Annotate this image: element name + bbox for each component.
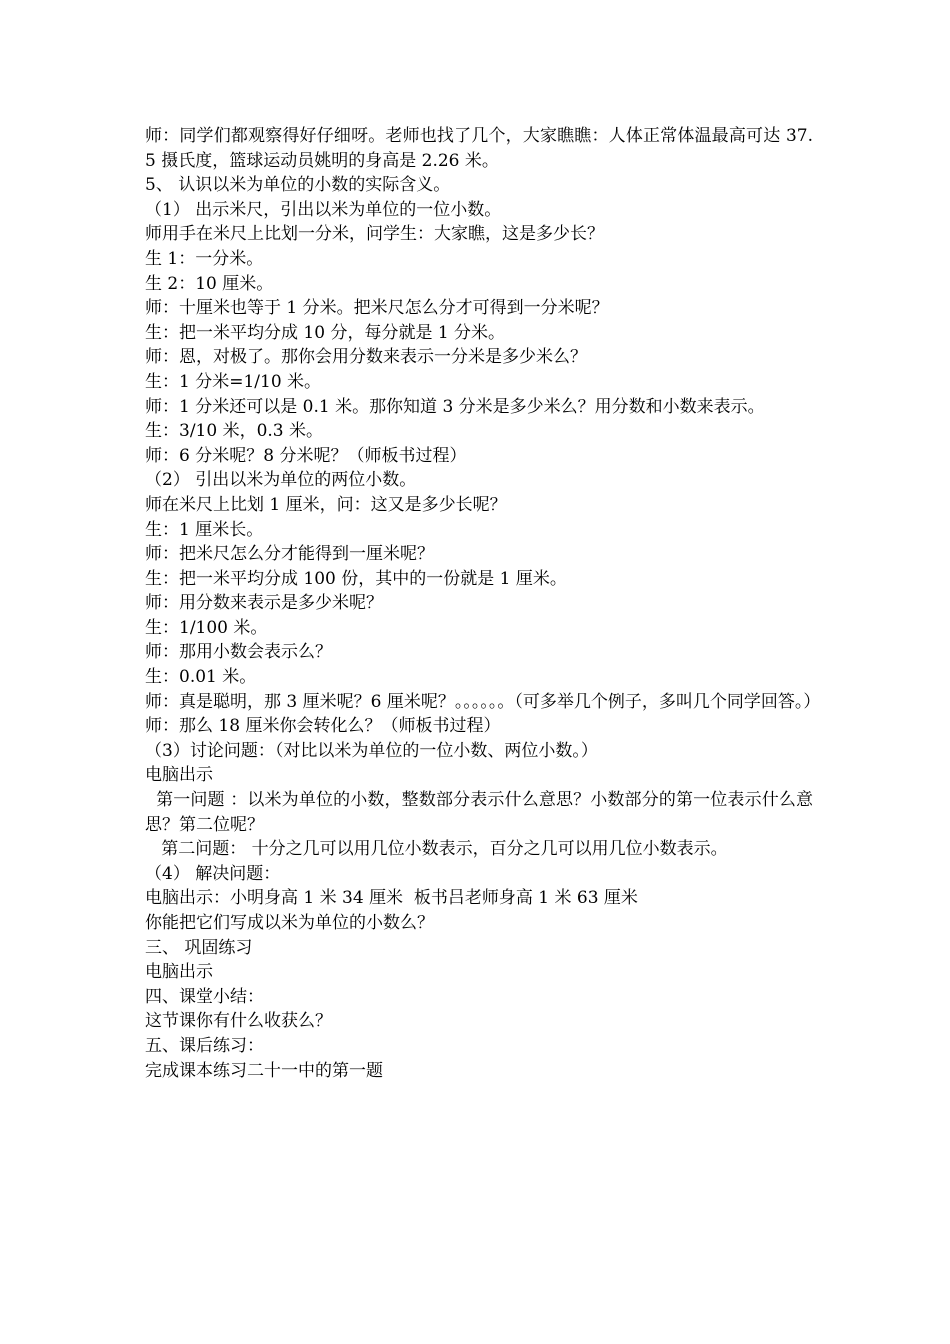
computer-display-label: 电脑出示 (145, 962, 213, 983)
dialogue-line: 生：0.01 米。 (145, 667, 257, 688)
subsection-3-heading: （3）讨论问题：（对比以米为单位的一位小数、两位小数。） (145, 740, 598, 761)
homework-instruction: 完成课本练习二十一中的第一题 (145, 1060, 383, 1081)
dialogue-line: 生：把一米平均分成 10 分，每分就是 1 分米。 (145, 322, 506, 343)
section-3-heading: 三、 巩固练习 (145, 937, 253, 958)
subsection-2-heading: （2） 引出以米为单位的两位小数。 (145, 470, 417, 491)
dialogue-line: 师：恩，对极了。那你会用分数来表示一分米是多少米么？ (145, 347, 587, 368)
problem-question: 你能把它们写成以米为单位的小数么？ (145, 913, 434, 933)
question-one: 第一问题 ：以米为单位的小数，整数部分表示什么意思？小数部分的第一位表示什么意思？第二位呢？ (145, 790, 814, 835)
dialogue-line: 师：用分数来表示是多少米呢？ (145, 593, 383, 614)
dialogue-line: 生 1：一分米。 (145, 248, 264, 269)
dialogue-line: 生：3/10 米，0.3 米。 (145, 421, 324, 442)
dialogue-line: 生：1/100 米。 (145, 617, 268, 638)
dialogue-line: 师用手在米尺上比划一分米，问学生：大家瞧，这是多少长？ (145, 224, 604, 245)
subsection-1-heading: （1） 出示米尺，引出以米为单位的一位小数。 (145, 199, 502, 220)
dialogue-line: 师：那用小数会表示么？ (145, 642, 332, 663)
dialogue-line: 师：十厘米也等于 1 分米。把米尺怎么分才可得到一分米呢？ (145, 298, 609, 319)
document-body (145, 124, 821, 1083)
dialogue-line: 师：1 分米还可以是 0.1 米。那你知道 3 分米是多少米么？用分数和小数来表示。 (145, 396, 765, 417)
dialogue-line: 师：把米尺怎么分才能得到一厘米呢？ (145, 544, 434, 565)
dialogue-line: 师：真是聪明，那 3 厘米呢？6 厘米呢？。。。。。。（可多举几个例子，多叫几个同学回答。） (145, 691, 821, 712)
dialogue-line: 生：把一米平均分成 100 份，其中的一份就是 1 厘米。 (145, 568, 567, 589)
computer-display-problem: 电脑出示：小明身高 1 米 34 厘米 板书吕老师身高 1 米 63 厘米 (145, 888, 638, 909)
section-5-homework-heading: 五、课后练习： (145, 1035, 264, 1056)
computer-display-label: 电脑出示 (145, 765, 213, 786)
summary-question: 这节课你有什么收获么？ (145, 1011, 332, 1032)
paragraph-teacher-observation: 师：同学们都观察得好仔细呀。老师也找了几个，大家瞧瞧：人体正常体温最高可达 37.5 摄氏度，篮球运动员姚明的身高是 2.26 米。 (145, 126, 813, 171)
dialogue-line: 生：1 分米=1/10 米。 (145, 371, 322, 392)
question-two: 第二问题： 十分之几可以用几位小数表示，百分之几可以用几位小数表示。 (145, 839, 728, 860)
section-4-heading: 四、课堂小结： (145, 986, 264, 1007)
section-5-heading: 5、 认识以米为单位的小数的实际含义。 (145, 175, 451, 196)
subsection-4-heading: （4） 解决问题： (145, 863, 281, 884)
dialogue-line: 师在米尺上比划 1 厘米，问：这又是多少长呢？ (145, 494, 507, 515)
dialogue-line: 生 2：10 厘米。 (145, 273, 274, 294)
dialogue-line: 师：那么 18 厘米你会转化么？（师板书过程） (145, 716, 501, 737)
dialogue-line: 生：1 厘米长。 (145, 519, 264, 540)
dialogue-line: 师：6 分米呢？8 分米呢？（师板书过程） (145, 445, 467, 466)
